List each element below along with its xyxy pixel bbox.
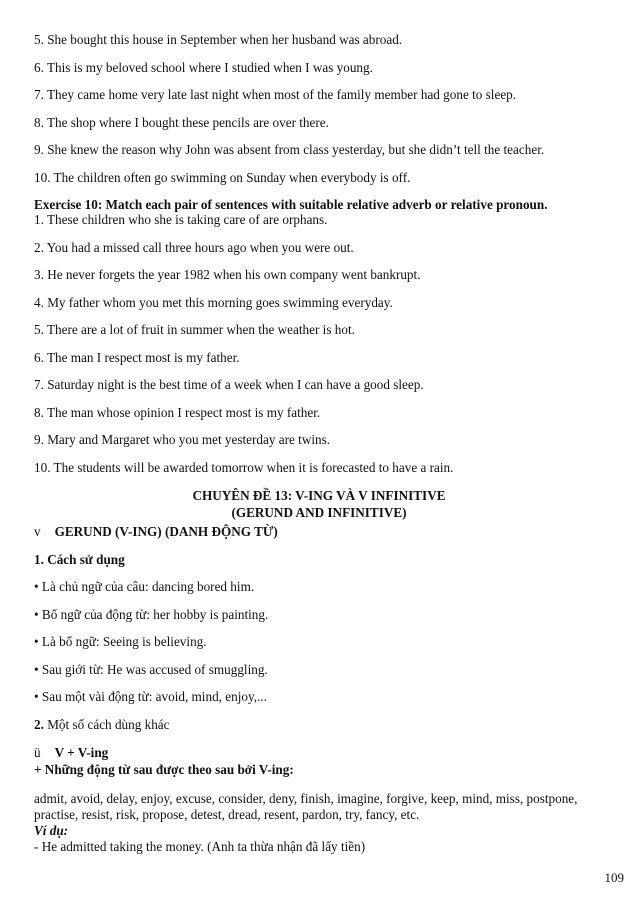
section-title: GERUND (V-ING) (DANH ĐỘNG TỪ) — [54, 524, 278, 539]
usage-item: • Bổ ngữ của động từ: her hobby is painting. — [34, 607, 269, 622]
exercise-item: 2. You had a missed call three hours ago when you were out. — [34, 240, 354, 255]
usage-item: • Sau giới từ: He was accused of smuggling. — [34, 662, 268, 677]
other-uses-heading — [34, 717, 170, 733]
usage-item: • Là chủ ngữ của câu: dancing bored him. — [34, 579, 255, 594]
subsection-heading — [34, 745, 108, 761]
section-heading — [34, 524, 278, 540]
example-text: - He admitted taking the money. (Anh ta thừa nhận đã lấy tiền) — [34, 839, 366, 854]
exercise-item: 7. Saturday night is the best time of a week when I can have a good sleep. — [34, 377, 424, 392]
exercise-item: 8. The man whose opinion I respect most is my father. — [34, 405, 321, 420]
sentence-line: 8. The shop where I bought these pencils are over there. — [34, 115, 329, 130]
sentence-line: 10. The children often go swimming on Sunday when everybody is off. — [34, 170, 411, 185]
exercise-item: 9. Mary and Margaret who you met yesterday are twins. — [34, 432, 331, 447]
exercise-item: 1. These children who she is taking care of are orphans. — [34, 212, 328, 227]
exercise-item: 6. The man I respect most is my father. — [34, 350, 240, 365]
chapter-subtitle: (GERUND AND INFINITIVE) — [231, 505, 407, 520]
sentence-line: 9. She knew the reason why John was absent from class yesterday, but she didn’t tell the teacher. — [34, 142, 545, 157]
example-label: Ví dụ: — [34, 823, 69, 838]
exercise-item: 10. The students will be awarded tomorrow when it is forecasted to have a rain. — [34, 460, 454, 475]
exercise-heading: Exercise 10: Match each pair of sentences with suitable relative adverb or relative pronoun. — [34, 197, 548, 212]
sentence-line: 7. They came home very late last night when most of the family member had gone to sleep. — [34, 87, 517, 102]
other-uses-text: Một số cách dùng khác — [43, 717, 170, 732]
check-bullet-icon: ü — [34, 745, 41, 760]
page-number: 109 — [604, 870, 624, 885]
verbs-heading: + Những động từ sau được theo sau bởi V-ing: — [34, 762, 294, 777]
exercise-item: 5. There are a lot of fruit in summer when the weather is hot. — [34, 322, 355, 337]
section-bullet-icon: v — [34, 524, 41, 539]
other-uses-number: 2. — [34, 717, 44, 732]
chapter-title: CHUYÊN ĐỀ 13: V-ING VÀ V INFINITIVE — [192, 488, 446, 503]
subsection-title: V + V-ing — [54, 745, 109, 760]
exercise-item: 4. My father whom you met this morning goes swimming everyday. — [34, 295, 393, 310]
usage-heading: 1. Cách sử dụng — [34, 552, 125, 567]
usage-item: • Sau một vài động từ: avoid, mind, enjoy,... — [34, 689, 267, 704]
sentence-line: 6. This is my beloved school where I studied when I was young. — [34, 60, 373, 75]
usage-item: • Là bổ ngữ: Seeing is believing. — [34, 634, 207, 649]
exercise-item: 3. He never forgets the year 1982 when his own company went bankrupt. — [34, 267, 421, 282]
sentence-line: 5. She bought this house in September when her husband was abroad. — [34, 32, 403, 47]
verbs-list: admit, avoid, delay, enjoy, excuse, consider, deny, finish, imagine, forgive, keep, mind, miss, postpone, practise, resist, risk, propose, detest, dread, resent, pardon, try, fancy, etc. — [34, 791, 578, 822]
